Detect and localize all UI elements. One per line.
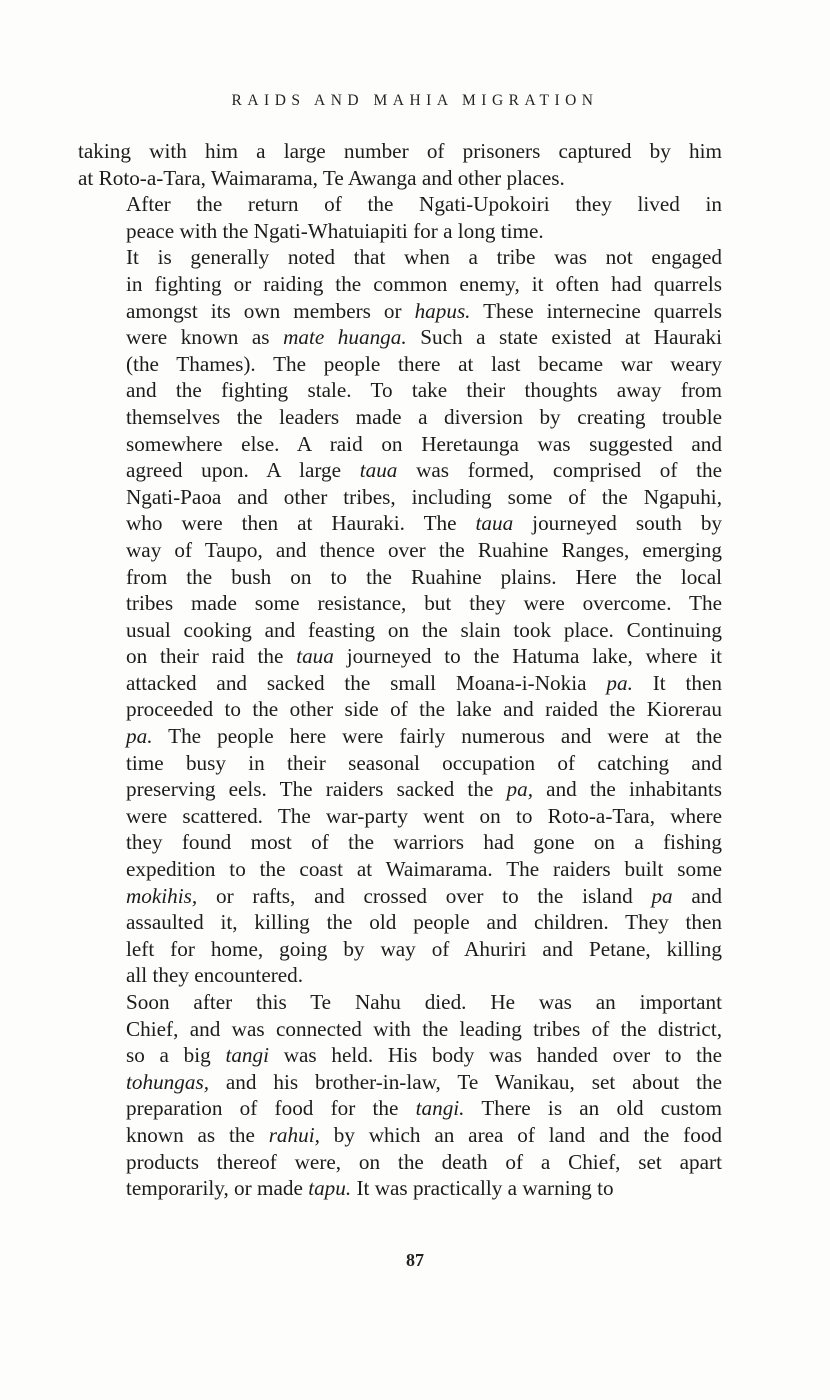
text-run: attacked and sacked the small Moana-i-Nokia xyxy=(126,670,607,695)
text-line xyxy=(78,723,722,750)
text-line xyxy=(78,165,722,192)
page-number: 87 xyxy=(406,1250,424,1270)
text-run: tribes made some resistance, but they were overcome. The xyxy=(126,591,722,616)
body-text xyxy=(78,138,722,1202)
text-line xyxy=(78,431,722,458)
text-run: Ngati-Paoa and other tribes, including some of the Ngapuhi, xyxy=(126,484,722,509)
text-run: and the inhabitants xyxy=(532,777,722,802)
text-run: somewhere else. A raid on Heretaunga was suggested and xyxy=(126,431,722,456)
text-run: by which an area of land and the food xyxy=(319,1122,722,1147)
text-line xyxy=(78,696,722,723)
text-line xyxy=(78,298,722,325)
text-run: proceeded to the other side of the lake and raided the Kiorerau xyxy=(126,697,722,722)
text-line xyxy=(78,883,722,910)
text-line xyxy=(78,962,722,989)
text-run: preserving eels. The raiders sacked the xyxy=(126,777,507,802)
italic-term: tohungas, xyxy=(126,1069,209,1094)
text-line xyxy=(78,457,722,484)
text-run: and his brother-in-law, Te Wanikau, set about the xyxy=(209,1069,722,1094)
text-run: on their raid the xyxy=(126,644,297,669)
text-line xyxy=(78,510,722,537)
text-line xyxy=(78,271,722,298)
text-run: and the fighting stale. To take their thoughts away from xyxy=(126,378,722,403)
paragraph xyxy=(78,138,722,191)
text-line xyxy=(78,643,722,670)
text-line xyxy=(78,1069,722,1096)
text-run: After the return of the Ngati-Upokoiri they lived in xyxy=(126,192,722,217)
text-line xyxy=(78,484,722,511)
text-run: preparation of food for the xyxy=(126,1096,416,1121)
text-run: journeyed south by xyxy=(513,511,723,536)
text-line xyxy=(78,1149,722,1176)
text-line xyxy=(78,1042,722,1069)
text-line xyxy=(78,1016,722,1043)
text-run: time busy in their seasonal occupation of catching and xyxy=(126,750,722,775)
paragraph xyxy=(78,191,722,244)
text-run: known as the xyxy=(126,1122,269,1147)
text-line xyxy=(78,617,722,644)
text-line xyxy=(78,537,722,564)
text-run: There is an old custom xyxy=(464,1096,722,1121)
italic-term: pa. xyxy=(126,724,153,749)
text-run: (the Thames). The people there at last became war weary xyxy=(126,351,722,376)
text-run: peace with the Ngati-Whatuiapiti for a long time. xyxy=(126,218,544,243)
text-run: way of Taupo, and thence over the Ruahine Ranges, emerging xyxy=(126,537,722,562)
text-run: expedition to the coast at Waimarama. The raiders built some xyxy=(126,857,722,882)
text-line xyxy=(78,1095,722,1122)
text-run: It then xyxy=(632,670,722,695)
running-head: RAIDS AND MAHIA MIGRATION xyxy=(231,92,599,109)
paragraph xyxy=(78,244,722,989)
text-line xyxy=(78,324,722,351)
text-run: Soon after this Te Nahu died. He was an important xyxy=(126,990,722,1014)
text-line xyxy=(78,803,722,830)
text-line xyxy=(78,377,722,404)
italic-term: pa. xyxy=(606,670,633,695)
text-line xyxy=(78,404,722,431)
text-line xyxy=(78,191,722,218)
text-run: agreed upon. A large xyxy=(126,458,360,483)
text-line xyxy=(78,244,722,271)
italic-term: tangi xyxy=(225,1043,269,1068)
text-run: were known as xyxy=(126,325,284,350)
text-run: assaulted it, killing the old people and children. They then xyxy=(126,910,722,935)
text-line xyxy=(78,564,722,591)
text-run: Such a state existed at Hauraki xyxy=(406,325,722,350)
text-line xyxy=(78,989,722,1016)
text-line xyxy=(78,936,722,963)
italic-term: taua xyxy=(296,644,334,669)
text-run: themselves the leaders made a diversion by creating trouble xyxy=(126,404,722,429)
italic-term: mokihis, xyxy=(126,883,198,908)
text-run: at Roto-a-Tara, Waimarama, Te Awanga and other places. xyxy=(78,165,565,190)
text-run: It is generally noted that when a tribe was not engaged xyxy=(126,245,722,270)
text-line xyxy=(78,351,722,378)
text-run: usual cooking and feasting on the slain took place. Continuing xyxy=(126,617,722,642)
text-run: These internecine quarrels xyxy=(470,298,723,323)
text-line xyxy=(78,670,722,697)
text-run: in fighting or raiding the common enemy, it often had quarrels xyxy=(126,271,722,296)
italic-term: tapu. xyxy=(308,1176,352,1201)
text-run: Chief, and was connected with the leading tribes of the district, xyxy=(126,1016,722,1041)
text-line xyxy=(78,856,722,883)
text-run: left for home, going by way of Ahuriri and Petane, killing xyxy=(126,936,722,961)
paragraph xyxy=(78,989,722,1202)
text-run: from the bush on to the Ruahine plains. Here the local xyxy=(126,564,722,589)
text-run: amongst its own members or xyxy=(126,298,415,323)
italic-term: taua xyxy=(475,511,514,536)
italic-term: rahui, xyxy=(268,1122,320,1147)
text-run: was formed, comprised of the xyxy=(397,458,722,483)
text-run: It was practically a warning to xyxy=(351,1176,614,1201)
text-run: was held. His body was handed over to the xyxy=(269,1043,722,1068)
text-run: all they encountered. xyxy=(126,963,304,988)
text-line xyxy=(78,1175,722,1202)
text-run: were scattered. The war-party went on to Roto-a-Tara, where xyxy=(126,803,722,828)
text-run: The people here were fairly numerous and were at the xyxy=(152,724,722,749)
italic-term: pa xyxy=(651,883,673,908)
text-line xyxy=(78,829,722,856)
text-run: so a big xyxy=(126,1043,226,1068)
text-line xyxy=(78,590,722,617)
italic-term: pa, xyxy=(506,777,533,802)
italic-term: taua xyxy=(359,458,398,483)
italic-term: mate huanga. xyxy=(283,325,407,350)
text-run: journeyed to the Hatuma lake, where it xyxy=(333,644,722,669)
text-run: taking with him a large number of prisoners captured by him xyxy=(78,139,722,163)
text-line xyxy=(78,138,722,165)
text-run: temporarily, or made xyxy=(126,1176,309,1201)
text-run: products thereof were, on the death of a Chief, set apart xyxy=(126,1149,722,1174)
italic-term: tangi. xyxy=(415,1096,465,1121)
text-run: or rafts, and crossed over to the island xyxy=(197,883,652,908)
text-line xyxy=(78,1122,722,1149)
text-run: and xyxy=(672,883,722,908)
text-run: they found most of the warriors had gone on a fishing xyxy=(126,830,722,855)
text-line xyxy=(78,218,722,245)
text-line xyxy=(78,909,722,936)
text-run: who were then at Hauraki. The xyxy=(126,511,476,536)
text-line xyxy=(78,776,722,803)
italic-term: hapus. xyxy=(414,298,471,323)
text-line xyxy=(78,750,722,777)
